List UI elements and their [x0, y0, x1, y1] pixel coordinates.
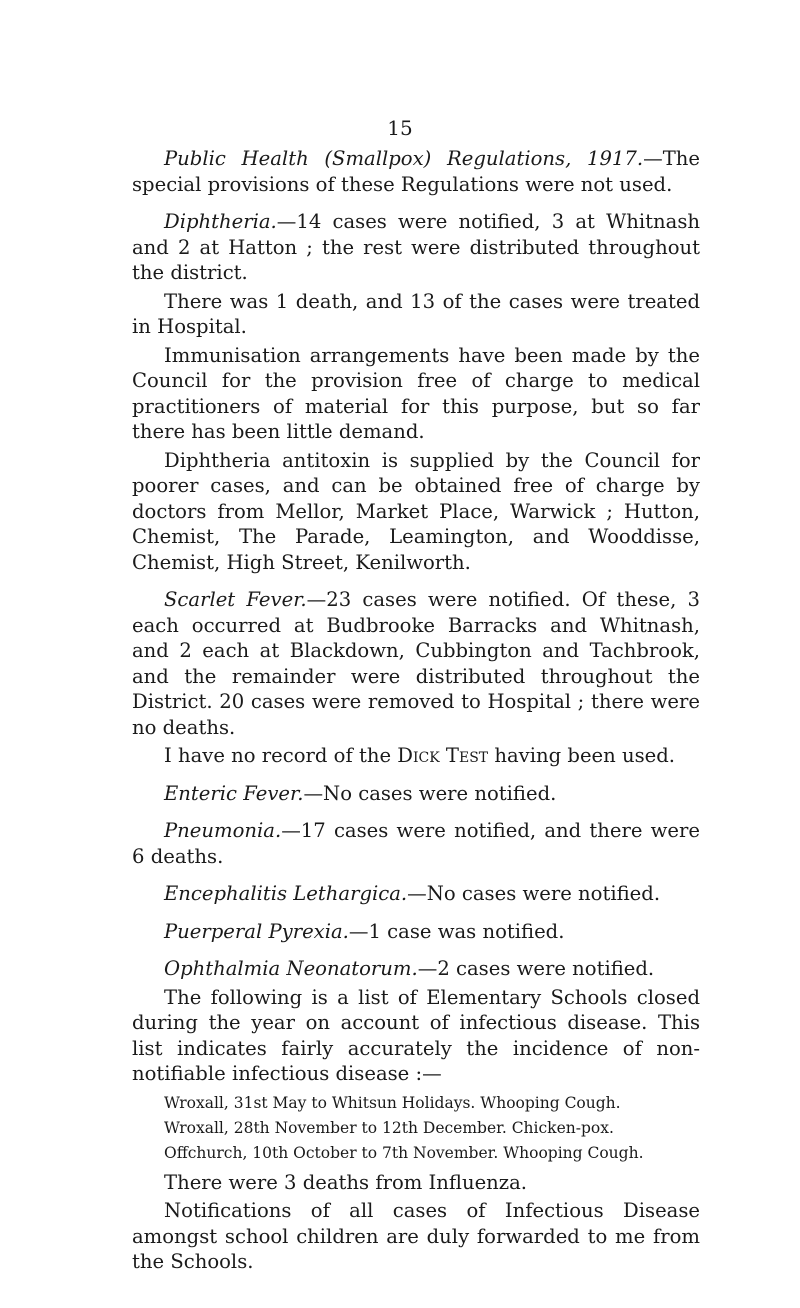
- ophthalmia-heading: Ophthalmia Neonatorum.: [164, 957, 418, 980]
- immunisation-paragraph: Immunisation arrangements have been made by the Council for the provision free of charge to medical practitioners of material for this purpose, but so far there has been little demand.: [132, 343, 700, 443]
- list-item: Wroxall, 28th November to 12th December. Chicken-pox.: [164, 1118, 614, 1137]
- pneumonia-heading: Pneumonia.: [164, 819, 282, 842]
- enteric-fever-text: —No cases were notified.: [303, 781, 557, 805]
- notifications-paragraph: Notifications of all cases of Infectious Disease amongst school children are duly forwarded to me from the Schools.: [132, 1199, 700, 1273]
- encephalitis-text: —No cases were notified.: [407, 882, 661, 905]
- dick-test-post: having been used.: [488, 744, 676, 767]
- diphtheria-text: —14 cases were notified, 3 at Whitnash and 2 at Hatton ; the rest were distributed throughout the district.: [132, 210, 700, 284]
- diphtheria-paragraph: [132, 209, 700, 286]
- dick-test-paragraph: [132, 743, 700, 769]
- encephalitis-paragraph: [132, 881, 700, 907]
- scarlet-fever-paragraph: [132, 587, 700, 740]
- diphtheria-deaths-paragraph: There was 1 death, and 13 of the cases were treated in Hospital.: [132, 289, 700, 338]
- page-number: 15: [387, 116, 413, 140]
- report-body: [132, 146, 700, 1275]
- enteric-fever-paragraph: [132, 781, 700, 807]
- puerperal-text: —1 case was notified.: [348, 919, 565, 943]
- diphtheria-heading: Diphtheria.: [164, 210, 277, 233]
- puerperal-heading: Puerperal Pyrexia.: [164, 919, 349, 943]
- smallpox-paragraph: [132, 146, 700, 197]
- smallpox-heading: Public Health (Smallpox) Regulations, 1917.: [164, 147, 644, 170]
- dick-test-pre: I have no record of the: [164, 744, 398, 767]
- pneumonia-paragraph: [132, 818, 700, 869]
- ophthalmia-text: —2 cases were notified.: [417, 957, 655, 980]
- scarlet-fever-text: —23 cases were notified. Of these, 3 each occurred at Budbrooke Barracks and Whitnash, and 2 each at Blackdown, Cubbington and Tachbrook, and the remainder were distributed throughout the District. 20 cases were removed to Hospital ; there were no deaths.: [132, 588, 700, 739]
- pneumonia-text: —17 cases were notified, and there were 6 deaths.: [132, 819, 700, 868]
- school-closures-list: [132, 1091, 700, 1166]
- list-item: Offchurch, 10th October to 7th November. Whooping Cough.: [164, 1143, 644, 1162]
- dick-test-term: Dick Test: [397, 744, 489, 767]
- encephalitis-heading: Encephalitis Lethargica.: [164, 882, 408, 905]
- scarlet-fever-heading: Scarlet Fever.: [164, 588, 307, 611]
- influenza-paragraph: There were 3 deaths from Influenza.: [164, 1170, 528, 1194]
- smallpox-text: —The special provisions of these Regulations were not used.: [132, 147, 700, 196]
- list-item: Wroxall, 31st May to Whitsun Holidays. Whooping Cough.: [164, 1093, 621, 1112]
- enteric-fever-heading: Enteric Fever.: [164, 781, 304, 805]
- puerperal-paragraph: [132, 919, 700, 945]
- ophthalmia-paragraph: [132, 956, 700, 982]
- antitoxin-paragraph: Diphtheria antitoxin is supplied by the Council for poorer cases, and can be obtained free of charge by doctors from Mellor, Market Place, Warwick ; Hutton, Chemist, The Parade, Leamington, and Wooddisse, Chemist, High Street, Kenilworth.: [132, 448, 700, 574]
- schools-intro-paragraph: The following is a list of Elementary Schools closed during the year on account of infectious disease. This list indicates fairly accurately the incidence of non-notifiable infectious disease :—: [132, 985, 700, 1085]
